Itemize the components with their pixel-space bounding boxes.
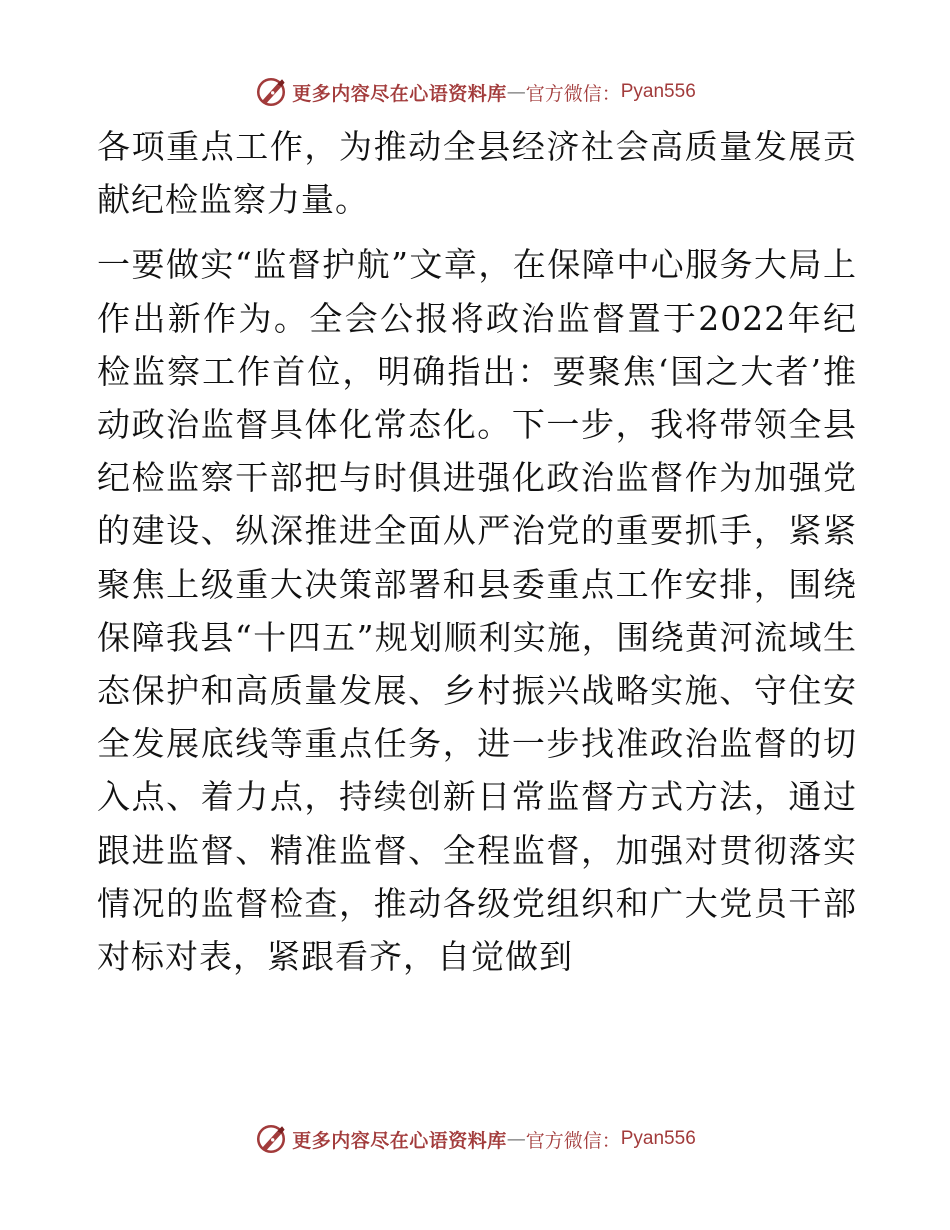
watermark-wechat-id: Pyan556	[620, 81, 696, 102]
footer-watermark	[0, 1119, 950, 1159]
watermark-site-name: 更多内容尽在心语资料库	[292, 82, 507, 105]
paragraph-2: 一要做实“监督护航”文章，在保障中心服务大局上作出新作为。全会公报将政治监督置于2022年纪检监察工作首位，明确指出：要聚焦‘国之大者’推动政治监督具体化常态化。下一步，我将带领全县纪检监察干部把与时俱进强化政治监督作为加强党的建设、纵深推进全面从严治党的重要抓手，紧紧聚焦上级重大决策部署和县委重点工作安排，围绕保障我县“十四五”规划顺利实施，围绕黄河流域生态保护和高质量发展、乡村振兴战略实施、守住安全发展底线等重点任务，进一步找准政治监督的切入点、着力点，持续创新日常监督方式方法，通过跟进监督、精准监督、全程监督，加强对贯彻落实情况的监督检查，推动各级党组织和广大党员干部对标对表，紧跟看齐，自觉做到	[97, 245, 857, 977]
watermark-separator: —	[506, 1128, 526, 1150]
pen-logo-icon	[254, 1122, 288, 1156]
watermark-wechat-id: Pyan556	[620, 1128, 696, 1149]
watermark-wechat-label: 官方微信：	[525, 1129, 621, 1152]
watermark-wechat-label: 官方微信：	[525, 82, 621, 105]
watermark-separator: —	[506, 81, 526, 103]
pen-logo-icon	[254, 75, 288, 109]
header-watermark	[0, 72, 950, 112]
document-body	[97, 120, 857, 983]
paragraph-1: 各项重点工作，为推动全县经济社会高质量发展贡献纪检监察力量。	[97, 127, 857, 220]
watermark-site-name: 更多内容尽在心语资料库	[292, 1129, 507, 1152]
